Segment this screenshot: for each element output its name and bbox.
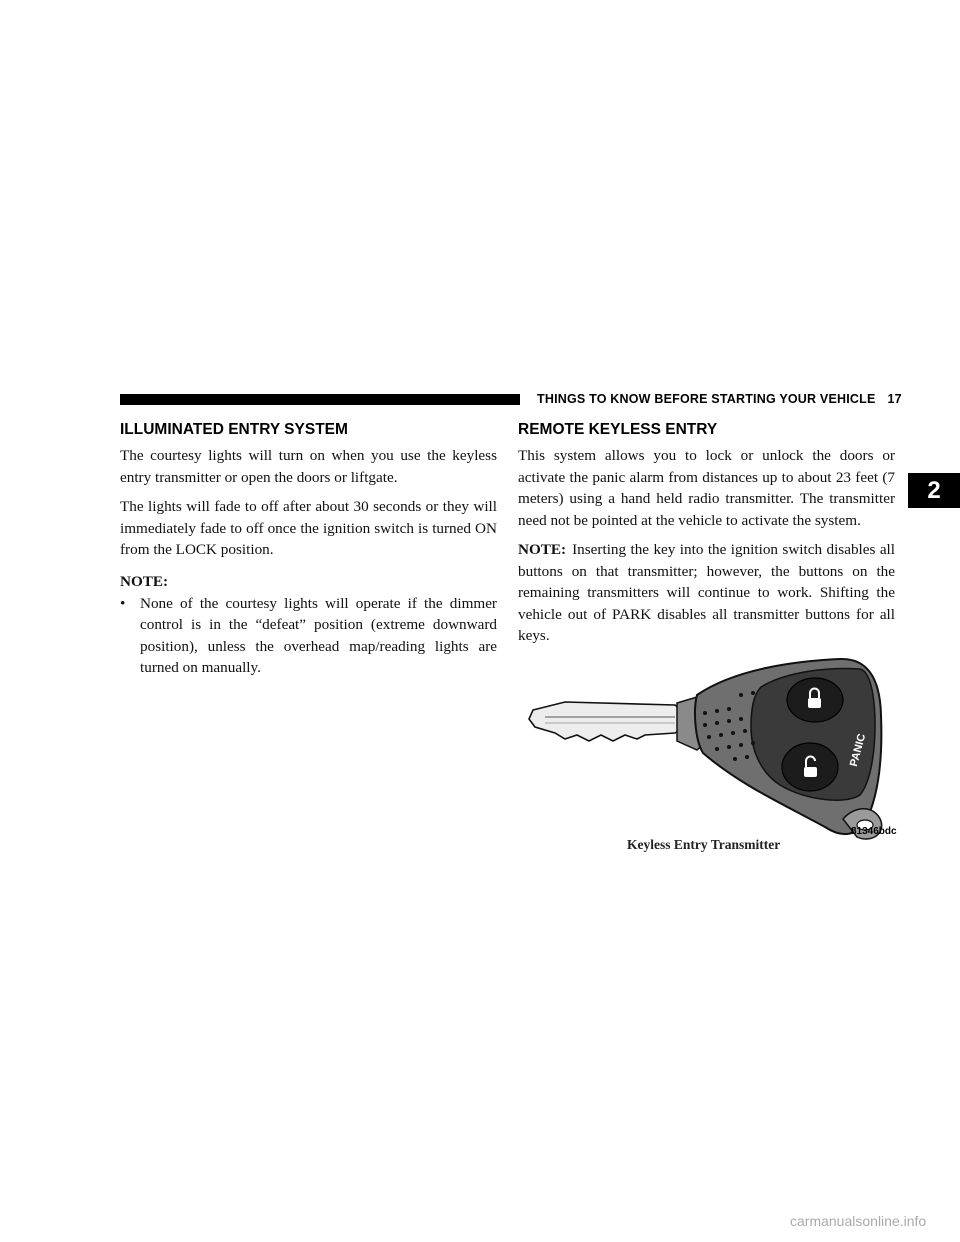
note-label: NOTE: xyxy=(518,541,567,558)
section-heading-illuminated-entry: ILLUMINATED ENTRY SYSTEM xyxy=(120,421,348,438)
page-number: 17 xyxy=(887,392,902,406)
bullet-icon: • xyxy=(120,594,126,612)
note-text: Inserting the key into the ignition switch disables all buttons on that transmitter; however, the buttons on the remaining transmitters will continue to work. Shifting the vehicle out of PARK disables all transmitter buttons for all keys. xyxy=(518,541,895,644)
right-column xyxy=(518,421,895,655)
header-rule xyxy=(120,394,520,405)
header-title: THINGS TO KNOW BEFORE STARTING YOUR VEHICLE xyxy=(537,392,876,406)
footer-watermark: carmanualsonline.info xyxy=(790,1213,927,1229)
note-label: NOTE: xyxy=(120,572,169,590)
chapter-tab: 2 xyxy=(908,473,960,508)
key-fob-illustration xyxy=(525,655,897,860)
panic-label: PANIC xyxy=(847,732,869,768)
paragraph: The courtesy lights will turn on when you use the keyless entry transmitter or open the doors or liftgate. xyxy=(120,447,497,486)
figure-code: 81346bdc xyxy=(851,826,897,837)
section-heading-remote-keyless-entry: REMOTE KEYLESS ENTRY xyxy=(518,421,718,438)
left-column xyxy=(120,421,497,679)
running-header xyxy=(537,392,902,406)
figure-caption: Keyless Entry Transmitter xyxy=(627,837,781,852)
list-item-text: None of the courtesy lights will operate if the dimmer control is in the “defeat” position (extreme downward position), unless the overhead map/reading lights are turned on manually. xyxy=(140,594,497,676)
list-item xyxy=(120,593,497,679)
key-blade xyxy=(529,702,685,741)
paragraph: The lights will fade to off after about 30 seconds or they will immediately fade to off once the ignition switch is turned ON from the LOCK position. xyxy=(120,498,497,558)
paragraph: This system allows you to lock or unlock the doors or activate the panic alarm from distances up to about 23 feet (7 meters) using a hand held radio transmitter. The transmitter need not be pointed at the vehicle to activate the system. xyxy=(518,447,895,529)
note-paragraph xyxy=(518,539,895,647)
